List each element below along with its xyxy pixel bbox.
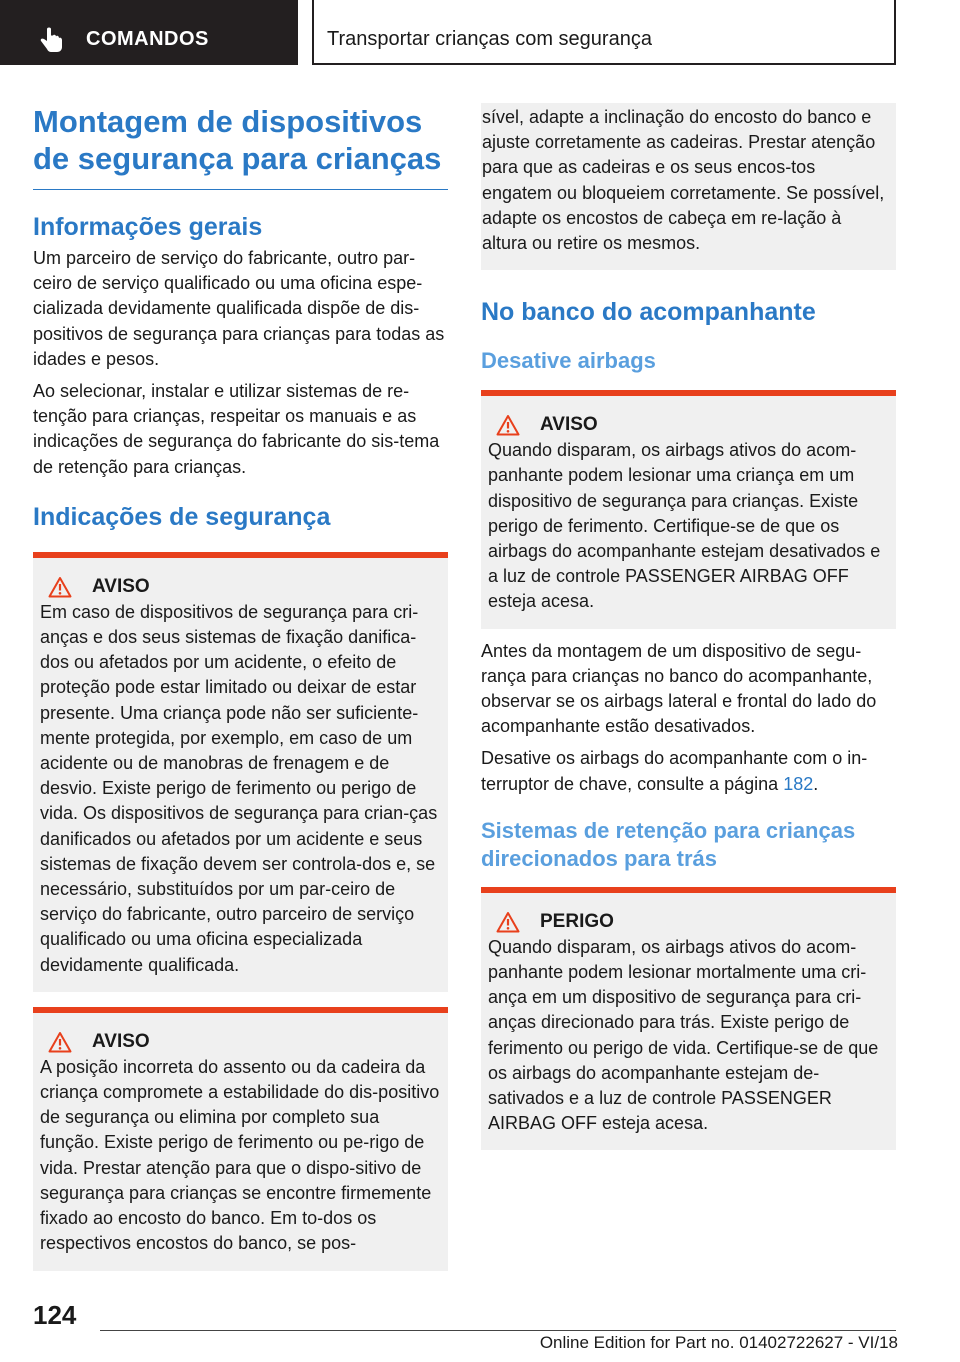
passenger-heading: No banco do acompanhante (481, 298, 816, 327)
warning-box-2 (33, 1007, 448, 1271)
edition-note: Online Edition for Part no. 01402722627 - VI/18 (539, 1333, 898, 1352)
warning-text: Quando disparam, os airbags ativos do acom-panhante podem lesionar uma criança em um dispositivo de segurança para crianças. Existe perigo de ferimento. Certifique-se de que os airbags do acompanhante estejam desativados e a luz de controle PASSENGER AIRBAG OFF esteja acesa. (488, 440, 881, 612)
page-reference-link[interactable]: 182 (783, 773, 814, 794)
warning-box-2-continued (481, 103, 896, 270)
footer-divider (100, 1330, 896, 1331)
warning-triangle-icon (48, 576, 72, 598)
rear-facing-heading: Sistemas de retenção para crianças direcionados para trás (481, 817, 856, 871)
chapter-label: COMANDOS (86, 28, 209, 50)
warning-text: A posição incorreta do assento ou da cadeira da criança compromete a estabilidade do dis-positivo de segurança ou elimina por completo sua função. Existe perigo de ferimento ou pe-rigo de vida. Prestar atenção para que o dispo-sitivo de segurança para crianças se encontre firmemente fixado ao encosto do banco. Em to-dos os respectivos encostos do banco, se pos- (40, 1056, 440, 1254)
warning-box-1 (33, 552, 448, 992)
warning-text-continued: sível, adapte a inclinação do encosto do banco e ajuste corretamente as cadeiras. Prestar atenção para que as cadeiras e os seus encos-tos engatem ou bloqueiem corretamente. Se possível, adapte os encostos de cabeça em re-lação à altura ou retire os mesmos. (482, 107, 885, 254)
warning-text: Em caso de dispositivos de segurança para cri-anças e dos seus sistemas de fixação danifica-dos ou afetados por um acidente, o efeito de proteção pode estar limitado ou deixar de estar presente. Uma criança pode não ser suficiente-mente protegida, por exemplo, em caso de um acidente ou de manobras de frenagem e de desvio. Existe perigo de ferimento ou perigo de vida. Os dispositivos de segurança para crian-ças danificados ou afetados por um acidente e seus sistemas de fixação devem ser controla-dos e, se necessário, substituídos por um par-ceiro de serviço do fabricante, outro parceiro de serviço qualificado ou uma oficina especializada devidamente qualificada. (40, 601, 438, 975)
pointing-hand-icon (38, 27, 64, 53)
airbag-heading: Desative airbags (481, 348, 656, 374)
chapter-tab (0, 0, 298, 65)
airbag-paragraph-2 (481, 746, 896, 796)
topic-label: Transportar crianças com segurança (327, 28, 652, 50)
left-column (33, 103, 448, 1271)
airbag-paragraph-2-end: . (813, 773, 819, 794)
info-heading: Informações gerais (33, 213, 263, 241)
airbag-paragraph-2-text: Desative os airbags do acompanhante com o in-terruptor de chave, consulte a página (481, 748, 868, 794)
section-title: Montagem de dispositivos de segurança para crianças (33, 103, 448, 190)
warning-title: AVISO (540, 414, 598, 436)
safety-heading: Indicações de segurança (33, 502, 331, 531)
airbag-paragraph-1: Antes da montagem de um dispositivo de segu-rança para crianças no banco do acompanhante, observar se os airbags lateral e frontal do lado do acompanhante estão desativados. (481, 640, 877, 737)
page-number: 124 (33, 1300, 77, 1330)
warning-title: AVISO (92, 1030, 150, 1052)
danger-box (481, 887, 896, 1151)
danger-title: PERIGO (540, 910, 614, 932)
topic-box (312, 0, 896, 65)
warning-triangle-icon (48, 1031, 72, 1053)
info-paragraph-1: Um parceiro de serviço do fabricante, outro par-ceiro de serviço qualificado ou uma oficina espe-cializada devidamente qualificada dispõe de dis-positivos de segurança para crianças para todas as idades e pesos. (33, 248, 445, 369)
warning-box-3 (481, 390, 896, 628)
warning-triangle-icon (496, 414, 520, 436)
info-paragraph-2: Ao selecionar, instalar e utilizar sistemas de re-tenção para crianças, respeitar os manuais e as indicações de segurança do fabricante do sis-tema de retenção para crianças. (33, 381, 440, 477)
warning-triangle-icon (496, 911, 520, 933)
danger-text: Quando disparam, os airbags ativos do acom-panhante podem lesionar mortalmente uma cri-ança em um dispositivo de segurança para cri-anças direcionado para trás. Existe perigo de ferimento ou perigo de vida. Certifique-se de que os airbags do acompanhante estejam de-sativados e a luz de controle PASSENGER AIRBAG OFF esteja acesa. (488, 936, 879, 1134)
right-column (481, 103, 896, 1150)
warning-title: AVISO (92, 575, 150, 597)
